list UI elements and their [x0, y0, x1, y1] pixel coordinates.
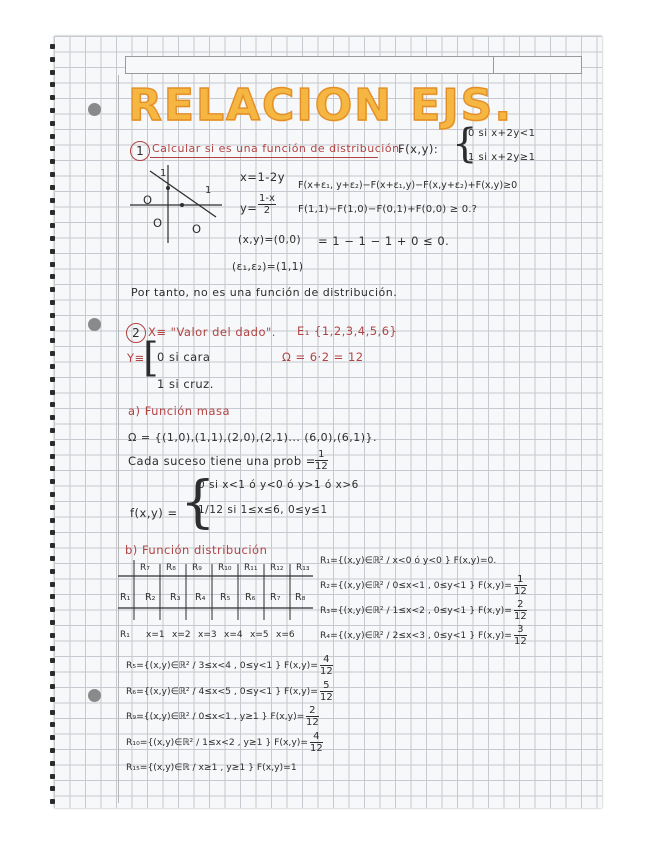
binding-hole — [50, 646, 55, 651]
binding-hole — [50, 44, 55, 49]
brace: { — [452, 121, 478, 167]
binding-hole — [50, 748, 55, 753]
region-definition: R₅={(x,y)∈ℝ² / 3≤x<4 , 0≤y<1 } F(x,y)= — [126, 660, 318, 671]
binding-hole — [50, 223, 55, 228]
region-definition: R₁₅={(x,y)∈ℝ / x≥1 , y≥1 } F(x,y)=1 — [126, 762, 297, 773]
binding-hole — [50, 198, 55, 203]
binding-hole — [50, 262, 55, 267]
region-label: R₁₀ — [218, 563, 232, 573]
graph-x-label: 1 — [205, 185, 212, 196]
case-a: 0 si x+2y<1 — [468, 128, 536, 139]
region-label: x=4 — [224, 630, 243, 640]
binding-hole — [50, 236, 55, 241]
y-case-a: 0 si cara — [157, 350, 211, 364]
case-b: 1 si x+2y≥1 — [468, 152, 536, 163]
region-definition: R₁={(x,y)∈ℝ² / x<0 ó y<0 } F(x,y)=0. — [320, 555, 497, 566]
binding-hole — [50, 518, 55, 523]
rectangle-inequality: F(x+ε₁, y+ε₂)−F(x+ε₁,y)−F(x,y+ε₂)+F(x,y)≥0 — [298, 180, 518, 191]
binding-hole — [50, 735, 55, 740]
exercise-prompt: Calcular si es una función de distribución. — [152, 142, 404, 155]
region-label: x=5 — [250, 630, 269, 640]
binding-hole — [50, 684, 55, 689]
graph-o-label: O — [153, 216, 163, 230]
region-definition: R₆={(x,y)∈ℝ² / 4≤x<5 , 0≤y<1 } F(x,y)= — [126, 685, 318, 697]
exercise-number: 1 — [130, 141, 150, 161]
binding-hole — [50, 70, 55, 75]
page-title: RELACION EJS. — [128, 80, 514, 131]
binding-hole — [50, 249, 55, 254]
graph-y-label: 1 — [160, 168, 167, 179]
binding-hole — [50, 428, 55, 433]
region-label: R₇ — [140, 563, 150, 573]
punch-hole — [88, 318, 101, 331]
binding-hole — [50, 479, 55, 484]
binding-hole — [50, 697, 55, 702]
binding-hole — [50, 364, 55, 369]
binding-hole — [50, 505, 55, 510]
region-value-fraction: $\frac{2}{12}$ — [306, 705, 319, 728]
mass-function-label: f(x,y) = — [130, 506, 178, 520]
binding-hole — [50, 582, 55, 587]
binding-hole — [50, 786, 55, 791]
region-label: R₈ — [295, 592, 306, 603]
binding-hole — [50, 402, 55, 407]
part-a-heading: a) Función masa — [128, 404, 231, 418]
binding-hole — [50, 492, 55, 497]
binding-hole — [50, 761, 55, 766]
binding-hole — [50, 607, 55, 612]
region-label: R₄ — [195, 592, 206, 603]
region-label: x=6 — [276, 630, 295, 640]
conclusion: Por tanto, no es una función de distribución. — [131, 286, 398, 299]
prompt-underline — [150, 157, 378, 158]
x-definition: X≡ "Valor del dado". — [148, 325, 276, 339]
region-value-fraction: $\frac{4}{12}$ — [320, 654, 333, 677]
binding-hole — [50, 377, 55, 382]
binding-hole — [50, 671, 55, 676]
binding-hole — [50, 774, 55, 779]
region-label: x=1 — [146, 630, 165, 640]
region-label: x=2 — [172, 630, 191, 640]
header-box — [125, 56, 582, 74]
binding-hole — [50, 121, 55, 126]
binding-hole — [50, 620, 55, 625]
region-definition: R₂={(x,y)∈ℝ² / 0≤x<1 , 0≤y<1 } F(x,y)= — [320, 580, 512, 591]
binding-hole — [50, 530, 55, 535]
binding-hole — [50, 543, 55, 548]
graph-o-label: O — [192, 222, 202, 236]
mass-case-b: 1/12 si 1≤x≤6, 0≤y≤1 — [198, 504, 328, 516]
binding-hole — [50, 710, 55, 715]
binding-hole — [50, 466, 55, 471]
binding-hole — [50, 210, 55, 215]
region-label: R₅ — [220, 592, 231, 603]
binding-hole — [50, 569, 55, 574]
region-definition: R₉={(x,y)∈ℝ² / 0≤x<1 , y≥1 } F(x,y)= — [126, 711, 305, 722]
region-definition: R₄={(x,y)∈ℝ² / 2≤x<3 , 0≤y<1 } F(x,y)= — [320, 630, 512, 641]
binding-hole — [50, 313, 55, 318]
binding-hole — [50, 338, 55, 343]
region-label: x=3 — [198, 630, 217, 640]
region-label: R₁ — [120, 630, 130, 640]
y-label: Y≡ — [127, 351, 145, 365]
fxy-label: F(x,y): — [398, 142, 439, 156]
region-label: R₈ — [166, 563, 176, 573]
result: = 1 − 1 − 1 + 0 ≤ 0. — [318, 234, 450, 248]
region-label: R₉ — [192, 563, 202, 573]
graph-o-label: O — [143, 193, 153, 207]
binding-hole — [50, 108, 55, 113]
brace: { — [180, 470, 216, 535]
line-equation: x=1-2y — [240, 170, 286, 184]
region-label: R₁₁ — [244, 563, 258, 573]
mass-case-a: 0 si x<1 ó y<0 ó y>1 ó x>6 — [198, 479, 359, 491]
prob-fraction: $\frac{1}{12}$ — [315, 449, 328, 472]
region-definition: R₁₀={(x,y)∈ℝ² / 1≤x<2 , y≥1 } F(x,y)= — [126, 736, 309, 748]
region-value-fraction: $\frac{4}{12}$ — [310, 730, 323, 754]
prob-text: Cada suceso tiene una prob = — [128, 454, 316, 468]
binding-hole — [50, 633, 55, 638]
binding-hole — [50, 274, 55, 279]
binding-hole — [50, 287, 55, 292]
omega-count: Ω = 6·2 = 12 — [282, 350, 364, 364]
region-definition: R₃={(x,y)∈ℝ² / 1≤x<2 , 0≤y<1 } F(x,y)= — [320, 605, 512, 616]
sample-space: E₁ {1,2,3,4,5,6} — [297, 324, 398, 338]
region-value-fraction: $\frac{1}{12}$ — [514, 574, 527, 597]
binding-hole — [50, 326, 55, 331]
binding-hole — [50, 441, 55, 446]
binding-hole — [50, 57, 55, 62]
brace: [ — [143, 335, 159, 381]
region-label: R₁₂ — [270, 563, 284, 573]
region-value-fraction: $\frac{2}{12}$ — [514, 599, 527, 622]
binding-hole — [50, 95, 55, 100]
binding-hole — [50, 799, 55, 804]
binding-hole — [50, 159, 55, 164]
binding-hole — [50, 594, 55, 599]
y-case-b: 1 si cruz. — [157, 377, 214, 391]
exercise-number: 2 — [126, 323, 146, 343]
binding-hole — [50, 454, 55, 459]
binding-hole — [50, 300, 55, 305]
omega-set: Ω = {(1,0),(1,1),(2,0),(2,1)... (6,0),(6,1)}. — [128, 431, 378, 444]
region-label: R₆ — [245, 592, 256, 603]
epsilon: (ε₁,ε₂)=(1,1) — [232, 261, 304, 273]
y-fraction: $\frac{1-x}{2}$ — [259, 193, 275, 216]
region-label: R₃ — [170, 592, 181, 603]
region-value-fraction: $\frac{3}{12}$ — [514, 624, 527, 647]
region-value-fraction: $\frac{5}{12}$ — [320, 679, 333, 703]
binding-hole — [50, 185, 55, 190]
binding-hole — [50, 556, 55, 561]
y-equation: y= — [240, 201, 258, 215]
binding-hole — [50, 415, 55, 420]
punch-hole — [88, 103, 101, 116]
point: (x,y)=(0,0) — [238, 234, 302, 246]
binding-hole — [50, 351, 55, 356]
binding-hole — [50, 146, 55, 151]
region-label: R₁₃ — [296, 563, 310, 573]
margin-line — [118, 75, 119, 803]
binding-hole — [50, 134, 55, 139]
binding-hole — [50, 658, 55, 663]
region-label: R₇ — [270, 592, 281, 603]
region-label: R₂ — [145, 592, 156, 603]
part-b-heading: b) Función distribución — [125, 543, 268, 557]
binding-hole — [50, 172, 55, 177]
spiral-binding — [0, 36, 54, 808]
binding-hole — [50, 390, 55, 395]
binding-hole — [50, 722, 55, 727]
binding-hole — [50, 82, 55, 87]
punch-hole — [88, 689, 101, 702]
evaluation: F(1,1)−F(1,0)−F(0,1)+F(0,0) ≥ 0.? — [298, 204, 478, 215]
region-label: R₁ — [120, 592, 131, 603]
